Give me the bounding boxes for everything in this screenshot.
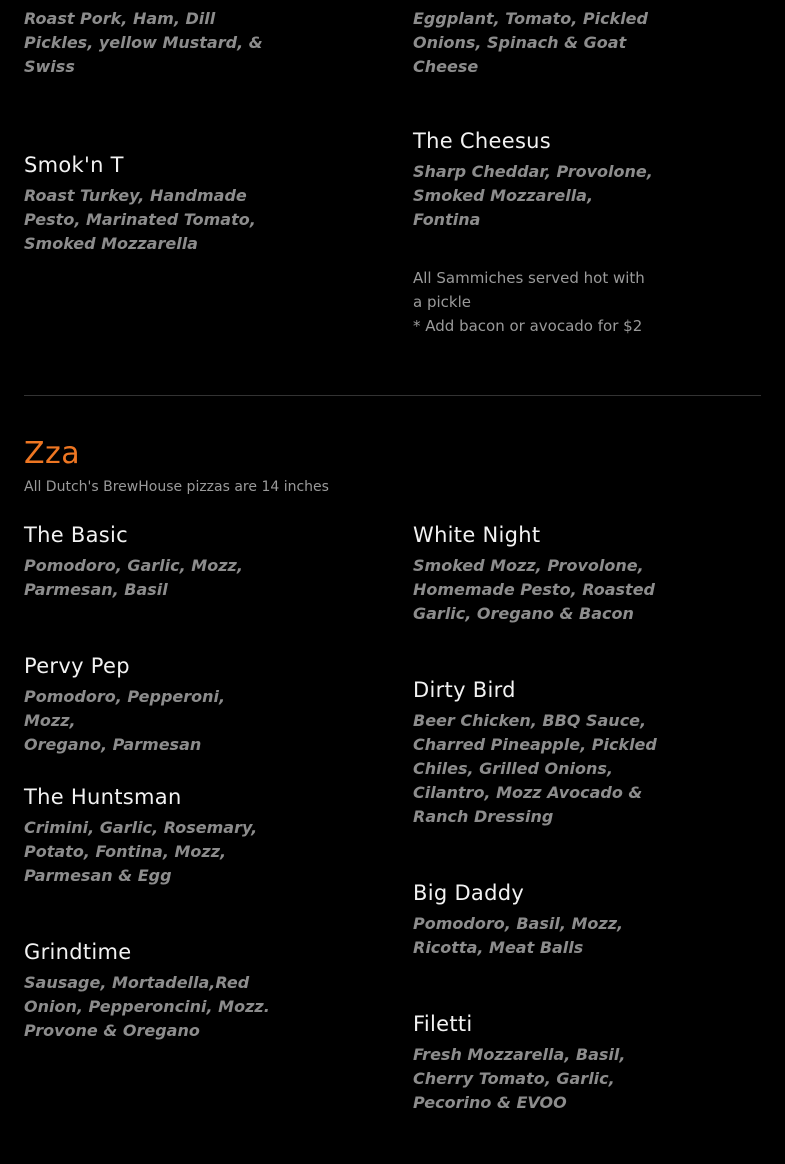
item-name: White Night: [413, 523, 541, 547]
item-description: Fresh Mozzarella, Basil, Cherry Tomato, Garlic, Pecorino & EVOO: [413, 1045, 626, 1112]
menu-item: [24, 653, 284, 757]
menu-item: [24, 522, 284, 602]
item-name: The Huntsman: [24, 785, 182, 809]
item-description: Beer Chicken, BBQ Sauce, Charred Pineapple, Pickled Chiles, Grilled Onions, Cilantro, Mozz Avocado & Ranch Dressing: [413, 711, 657, 826]
item-name: Smok'n T: [24, 153, 124, 177]
item-name: Pervy Pep: [24, 654, 130, 678]
item-description: Sharp Cheddar, Provolone, Smoked Mozzarella, Fontina: [413, 162, 653, 229]
item-description: Eggplant, Tomato, Pickled Onions, Spinach & Goat Cheese: [413, 9, 648, 76]
item-description: Smoked Mozz, Provolone, Homemade Pesto, Roasted Garlic, Oregano & Bacon: [413, 556, 655, 623]
item-name: Grindtime: [24, 940, 132, 964]
menu-item: [413, 522, 673, 626]
menu-item: [24, 784, 284, 888]
menu-item: [413, 7, 673, 79]
menu-item: [413, 128, 673, 232]
item-description: Roast Pork, Ham, Dill Pickles, yellow Mustard, & Swiss: [24, 9, 263, 76]
menu-item: [24, 7, 284, 79]
note-add-bacon: * Add bacon or avocado for $2: [413, 317, 643, 335]
section-divider: [24, 395, 761, 396]
item-name: Filetti: [413, 1012, 473, 1036]
section-subtitle: All Dutch's BrewHouse pizzas are 14 inches: [24, 479, 329, 495]
item-description: Crimini, Garlic, Rosemary, Potato, Fontina, Mozz, Parmesan & Egg: [24, 818, 258, 885]
note-served-hot: All Sammiches served hot with a pickle: [413, 269, 645, 311]
menu-item: [24, 939, 284, 1043]
section-title: Zza: [24, 436, 81, 471]
item-description: Roast Turkey, Handmade Pesto, Marinated Tomato, Smoked Mozzarella: [24, 186, 256, 253]
item-description: Pomodoro, Garlic, Mozz, Parmesan, Basil: [24, 556, 243, 599]
menu-item: [413, 1011, 673, 1115]
item-description: Pomodoro, Pepperoni, Mozz, Oregano, Parmesan: [24, 687, 226, 754]
menu-item: [413, 677, 673, 829]
item-name: The Basic: [24, 523, 129, 547]
menu-item: [24, 152, 284, 256]
sammiches-note: [413, 266, 673, 338]
item-description: Sausage, Mortadella,Red Onion, Pepperoncini, Mozz. Provone & Oregano: [24, 973, 270, 1040]
menu-item: [413, 880, 673, 960]
item-name: Big Daddy: [413, 881, 525, 905]
item-name: Dirty Bird: [413, 678, 516, 702]
item-description: Pomodoro, Basil, Mozz, Ricotta, Meat Balls: [413, 914, 624, 957]
item-name: The Cheesus: [413, 129, 552, 153]
